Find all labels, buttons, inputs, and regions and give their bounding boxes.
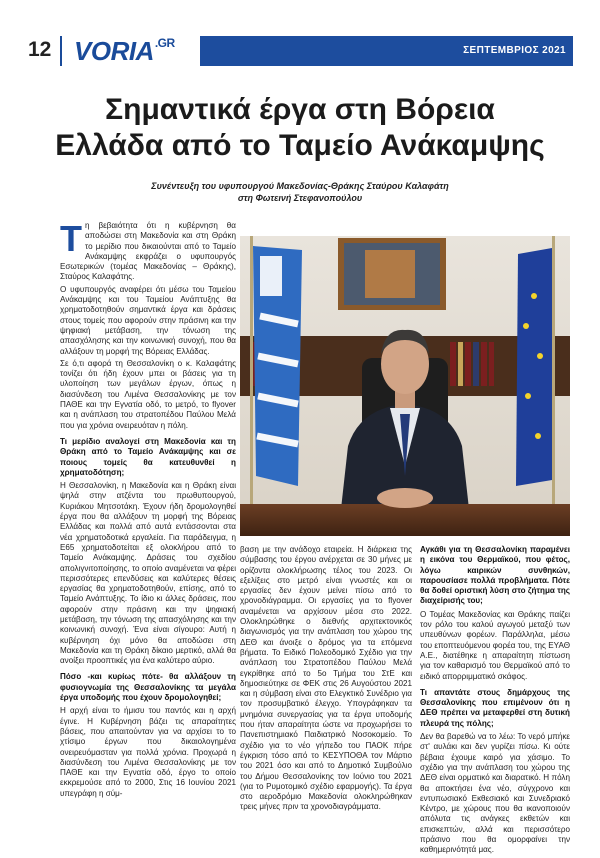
question-3: Αγκάθι για τη Θεσσαλονίκη παραμένει η εικόνα του Θερμαϊκού, που φέτος, λόγω καιρικών συνθηκών, παρουσίασε πολλά προβλήματα. Πότε θα δοθεί οριστική λύση στο ζήτημα της διαχείρισής του; [420, 545, 570, 606]
article-title [0, 92, 600, 164]
voria-logo[interactable] [74, 36, 175, 67]
title-line-1: Σημαντικά έργα στη Βόρεια [105, 93, 495, 126]
answer-2: Η αρχή είναι το ήμισυ του παντός και η αρχή έγινε. Η Κυβέρνηση βάζει τις απαραίτητες βάσεις, που απαιτούνταν για να αρχίσει το το χτίσιμο έργων που δικαιολογημένα ονειρευόμασταν για πολλά χρόνια. Προχωρά η διασύνδεση του Λιμένα Θεσσαλονίκης με τον ΠΑΘΕ και την Εγνατία οδό, έργο το οποίο εκκρεμούσε από το 2000, Στις 16 Ιουνίου 2021 υπεγράφη η σύμ- [60, 706, 236, 798]
body-paragraph: Σε ό,τι αφορά τη Θεσσαλονίκη ο κ. Καλαφάτης τονίζει ότι ήδη έχουν μπει οι βάσεις για τη υλοποίηση των μεγάλων έργων, όπως η διασύνδεση του Λιμένα Θεσσαλονίκης με τον ΠΑΘΕ και την Εγνατία οδό, το μετρό, το flyover και η ανάπλαση του στρατοπέδου Παύλου Μελά που για χρόνια ονειρευόταν η πόλη. [60, 358, 236, 430]
question-2: Πόσο -και κυρίως πότε- θα αλλάξουν τη φυσιογνωμία της Θεσσαλονίκης τα μεγάλα έργα υποδομής που έχουν δρομολογηθεί; [60, 672, 236, 703]
column-1 [60, 218, 236, 801]
answer-1: Η Θεσσαλονίκη, η Μακεδονία και η Θράκη είναι ψηλά στην ατζέντα του πρωθυπουργού, Κυριάκου Μητσοτάκη. Έχουν ήδη δρομολογηθεί έργα που θα αλλάξουν τη μορφή της Βόρειας Ελλάδας και πολλά από αυτά εντάσσονται στα νέα χρηματοδοτικά εργαλεία. Για παράδειγμα, η Ε65 χρηματοδοτείται εξ ολοκλήρου από το Ταμείο Ανάκαμψης. Δράσεις του σχεδίου απολιγνιτοποίησης, το οποίο αναμένεται να φέρει περισσότερες επενδύσεις και καλύτερες θέσεις εργασίας θα χρηματοδοτηθούν, επίσης, από το Ταμείο Ανάπτυξης. Το ίδιο κι άλλες δράσεις, που αφορούν στην πράσινη και την ψηφιακή μετάβαση, την τόνωση της απασχόλησης και την κοινωνική συνοχή. Ένα είναι σίγουρο: Αυτή η κυβέρνηση όχι μόνο θα αποδώσει στη Μακεδονία και τη Θράκη δίκαιο μερτικό, αλλά θα ανοίξει προοπτικές για ένα καλύτερο αύριο. [60, 481, 236, 666]
logo-main: VORIA [74, 36, 154, 66]
body-paragraph: Ο υφυπουργός αναφέρει ότι μέσω του Ταμείου Ανάκαμψης και του Ταμείου Ανάπτυξης θα χρηματοδοτηθούν σημαντικά έργα και δράσεις στους τομείς που αφορούν στην πράσινη και την ψηφιακή μετάβαση, την τόνωση της απασχόλησης και την κοινωνική συνοχή, που θα αλλάξουν τη μορφή της Βόρειας Ελλάδας. [60, 284, 236, 356]
page-number: 12 [28, 38, 52, 61]
answer-3: Ο Τομέας Μακεδονίας και Θράκης παίζει τον ρόλο του καλού αγωγού μεταξύ των υπευθύνων φορέων. Παράλληλα, μέσω του εποπτευόμενου φορέα του, της ΕΥΑΘ Α.Ε., διατέθηκε η απαραίτητη πίστωση για τον καθαρισμό του Θερμαϊκού από το ειδικό απορριμματικό σκάφος. [420, 609, 570, 681]
question-4: Τι απαντάτε στους δημάρχους της Θεσσαλονίκης που επιμένουν ότι η ΔΕΘ πρέπει να μεταφερθεί στη δυτική πλευρά της πόλης; [420, 687, 570, 728]
title-line-2: Ελλάδα από το Ταμείο Ανάκαμψης [55, 129, 545, 162]
header-divider [60, 36, 62, 66]
question-1: Τι μερίδιο αναλογεί στη Μακεδονία και τη Θράκη από το Ταμείο Ανάκαμψης και σε ποιους τομείς θα κατευθυνθεί η χρηματοδότηση; [60, 436, 236, 477]
drop-cap: Τ [60, 218, 82, 259]
byline-line-1: Συνέντευξη του υφυπουργού Μακεδονίας-Θράκης Σταύρου Καλαφάτη [151, 181, 449, 191]
photo-illustration [240, 236, 570, 536]
column-2 [240, 545, 412, 815]
column-3 [420, 545, 570, 858]
intro-paragraph: Τη βεβαιότητα ότι η κυβέρνηση θα αποδώσει στη Μακεδονία και στη Θράκη το μερίδιο που δικαιούνται από το Ταμείο Ανάκαμψης εκφράζει ο υφυπουργός Εσωτερικών (τομέας Μακεδονίας – Θράκης), Σταύρος Καλαφάτης. [60, 218, 236, 282]
byline-line-2: στη Φωτεινή Στεφανοπούλου [237, 193, 363, 203]
issue-date: ΣΕΠΤΕΜΒΡΙΟΣ 2021 [463, 45, 566, 56]
body-paragraph: βαση με την ανάδοχο εταιρεία. Η διάρκεια της σύμβασης του έργου ανέρχεται σε 30 μήνες με ορίζοντα ολοκλήρωσης τέλος του 2023. Οι εξελίξεις στο μετρό είναι γνωστές και οι εργασίες δεν έχουν μείνει πίσω από το χρονοδιάγραμμα. Οι εργασίες για το flyover αναμένεται να αρχίσουν μέσα στο 2022. Ολοκληρώθηκε ο διεθνής αρχιτεκτονικός διαγωνισμός για την ανάπλαση του χώρου της ΔΕΘ και άνοιξε ο δρόμος για τα επόμενα βήματα. Το Ειδικό Πολεοδομικό Σχέδιο για την ανάπλαση του Στρατοπέδου Παύλου Μελά εγκρίθηκε από το 5ο Τμήμα του ΣτΕ και δημοσιεύτηκε σε ΦΕΚ στις 26 Αυγούστου 2021 και η σύμβαση είναι στο Ελεγκτικό Συνέδριο για τον προσυμβατικό έλεγχο. Υπογράφηκαν τα μνημόνια συνεργασίας για τα έργα υποδομής που ήταν απαραίτητα ώστε να προχωρήσει το Πανεπιστημιακό Παιδιατρικό Νοσοκομείο. Το σχέδιο για το νέο γήπεδο του ΠΑΟΚ πήρε έγκριση τόσο από το ΚΕΣΥΠΟΘΑ τον Μάρτιο του 2021 όσο και από το Δημοτικό Συμβούλιο του Δήμου Θεσσαλονίκης τον Ιούνιο του 2021 (για το Ρυμοτομικό σχέδιο εφαρμογής). Τα έργα στο αεροδρόμιο Μακεδονία ολοκληρώθηκαν τρεις μήνες πριν τα χρονοδιαγράμματα. [240, 545, 412, 812]
minister-photo [240, 236, 570, 536]
logo-suffix: .GR [154, 36, 175, 50]
answer-4: Δεν θα βαρεθώ να το λέω: Το νερό μπήκε στ' αυλάκι και δεν γυρίζει πίσω. Κι ούτε βέβαια έχουμε καιρό για χάσιμο. Το σχέδιο για την ανάπλαση του χώρου της ΔΕΘ είναι ορματικό και διαρατικό. Η πόλη θα αποκτήσει ένα νέο, σύγχρονο και εντυπωσιακό Εκθεσιακό και Συνεδριακό Κέντρο, με χώρους που θα ικανοποιούν απόλυτα τις ανάγκες εκθετών και επισκεπτών, αλλά και περισσότερο πράσινο που θα ομορφαίνει την καθημερινότητά μας. [420, 732, 570, 855]
article-byline [0, 180, 600, 204]
